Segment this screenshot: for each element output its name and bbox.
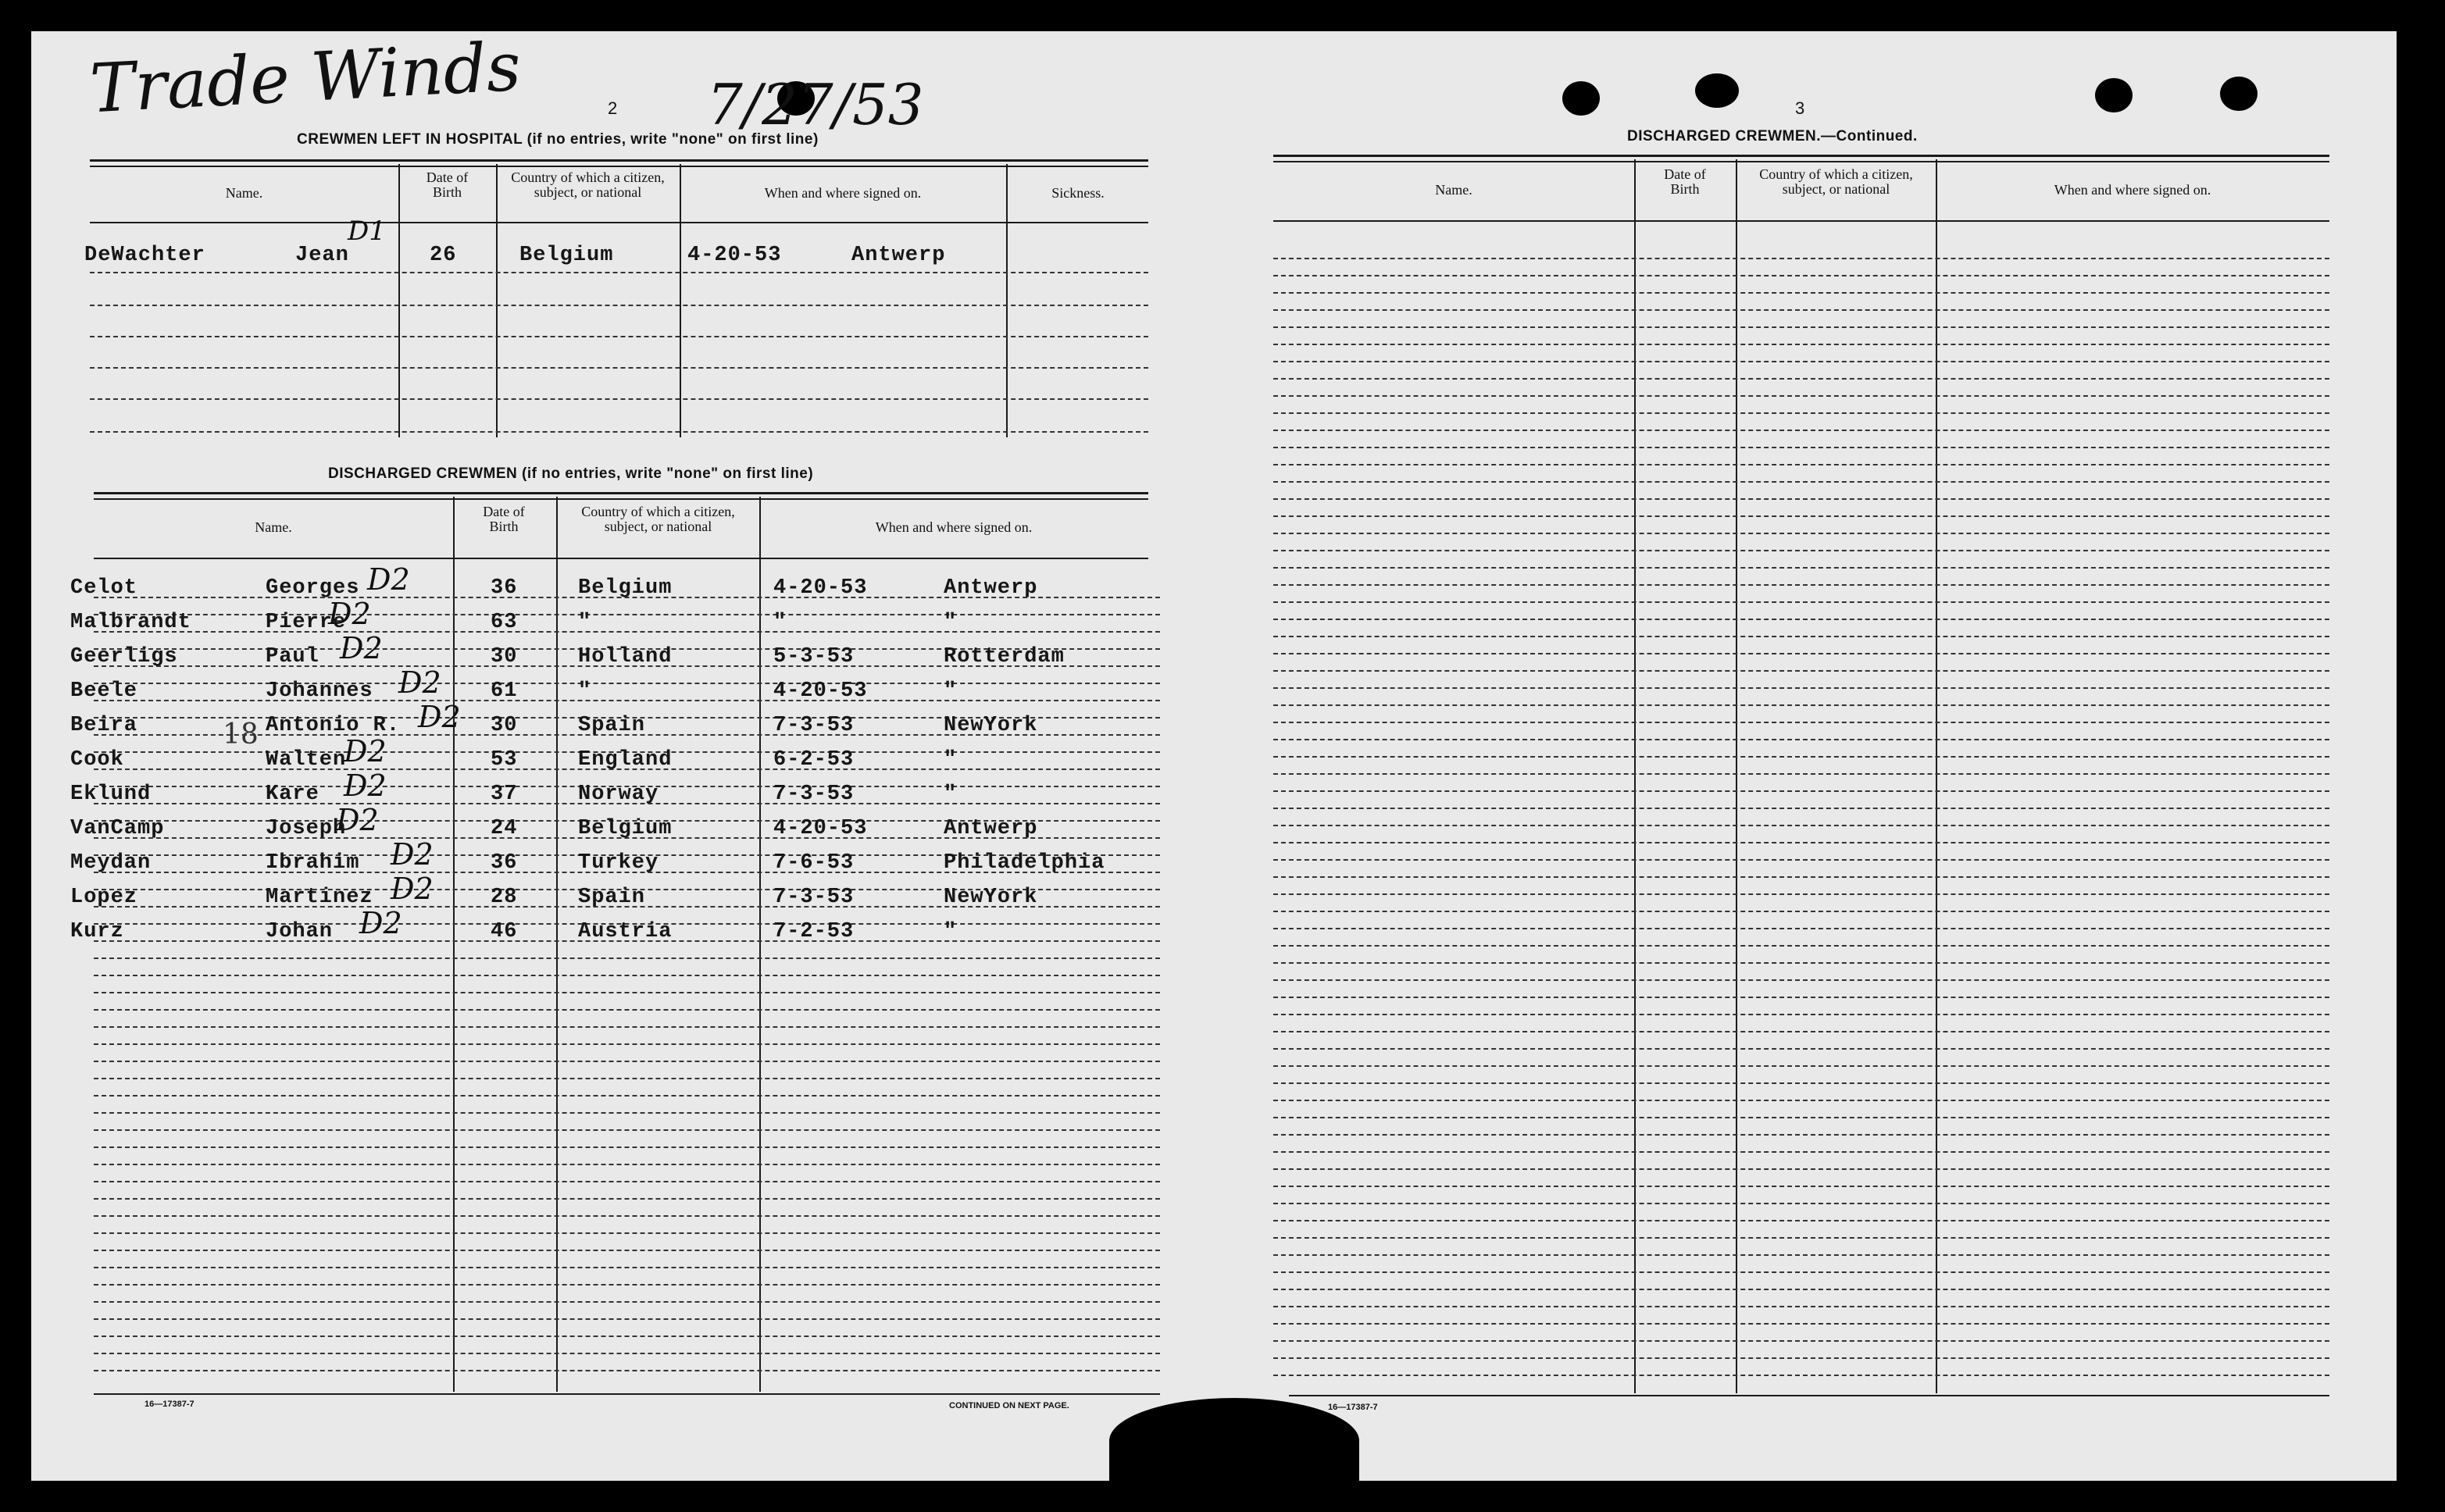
entry-line <box>1273 808 2329 809</box>
signed-place: Antwerp <box>944 576 1038 600</box>
hospital-place: Antwerp <box>851 244 946 267</box>
table-rule <box>1273 220 2329 222</box>
hospital-surname: DeWachter <box>84 244 205 267</box>
entry-line <box>94 1335 1160 1337</box>
discharged-section-title: DISCHARGED CREWMEN (if no entries, write "none" on first line) <box>328 465 814 482</box>
discharge-mark: D2 <box>344 734 387 768</box>
entry-line <box>1273 1082 2329 1084</box>
entry-line <box>90 398 1148 400</box>
country: " <box>578 679 592 703</box>
punch-hole <box>2220 77 2258 111</box>
form-number: 16—17387-7 <box>145 1400 195 1409</box>
surname: Beele <box>70 679 138 703</box>
header-signed: When and where signed on. <box>2054 182 2211 198</box>
header-sickness: Sickness. <box>1051 185 1105 201</box>
table-rule <box>94 1393 1160 1395</box>
signed-date: 7-2-53 <box>773 920 855 943</box>
dob: 63 <box>491 611 518 634</box>
entry-line <box>94 1181 1160 1182</box>
entry-line <box>90 336 1148 337</box>
country: England <box>578 748 673 772</box>
entry-line <box>1273 825 2329 826</box>
entry-line <box>1273 1168 2329 1170</box>
entry-line <box>1273 911 2329 912</box>
signed-date: " <box>773 611 787 634</box>
entry-line <box>1273 412 2329 414</box>
handwritten-date: 7/27/53 <box>707 72 924 137</box>
given-name: Georges <box>266 576 360 600</box>
entry-line <box>1273 567 2329 569</box>
entry-line <box>1273 928 2329 929</box>
signed-date: 7-3-53 <box>773 714 855 737</box>
signed-place: " <box>944 679 958 703</box>
entry-line <box>1273 687 2329 689</box>
discharge-mark: D2 <box>367 562 410 597</box>
hospital-given-name: Jean <box>295 244 349 267</box>
entry-line <box>1273 756 2329 758</box>
signed-date: 7-3-53 <box>773 886 855 909</box>
signed-date: 7-3-53 <box>773 783 855 806</box>
table-rule <box>94 498 1148 500</box>
entry-line <box>94 1250 1160 1251</box>
signed-place: " <box>944 783 958 806</box>
entry-line <box>1273 1031 2329 1032</box>
header-dob: Date of Birth <box>483 504 525 534</box>
entry-line <box>1273 1117 2329 1118</box>
entry-line <box>1273 515 2329 517</box>
dob: 46 <box>491 920 518 943</box>
dob: 53 <box>491 748 518 772</box>
surname: Meydan <box>70 851 152 875</box>
entry-line <box>94 1026 1160 1028</box>
country: Belgium <box>578 817 673 840</box>
entry-line <box>1273 275 2329 276</box>
entry-line <box>1273 344 2329 345</box>
entry-line <box>94 1129 1160 1131</box>
page-number: 2 <box>608 98 618 118</box>
entry-line <box>1273 309 2329 311</box>
dob: 24 <box>491 817 518 840</box>
signed-date: 7-6-53 <box>773 851 855 875</box>
entry-line <box>1273 395 2329 397</box>
discharge-mark: D2 <box>359 906 402 940</box>
entry-line <box>1273 1203 2329 1204</box>
entry-line <box>1273 962 2329 964</box>
table-rule <box>94 492 1148 494</box>
entry-line <box>1273 1323 2329 1325</box>
given-name: Johan <box>266 920 334 943</box>
entry-line <box>1273 722 2329 723</box>
continued-section-title: DISCHARGED CREWMEN.—Continued. <box>1627 128 1918 144</box>
table-rule <box>1273 161 2329 162</box>
handwritten-tally: 18 <box>223 719 259 751</box>
punch-hole <box>1695 73 1739 108</box>
hospital-section-title: CREWMEN LEFT IN HOSPITAL (if no entries, write "none" on first line) <box>297 131 819 148</box>
entry-line <box>1273 584 2329 586</box>
entry-line <box>1273 1186 2329 1187</box>
entry-line <box>1273 636 2329 637</box>
punch-hole <box>1562 81 1600 116</box>
surname: Geerligs <box>70 645 178 669</box>
table-rule <box>90 222 1148 223</box>
surname: Beira <box>70 714 138 737</box>
page-number: 3 <box>1795 98 1805 118</box>
signed-place: " <box>944 920 958 943</box>
given-name: Joseph <box>266 817 347 840</box>
surname: VanCamp <box>70 817 165 840</box>
discharge-mark: D2 <box>418 700 461 734</box>
entry-line <box>1273 945 2329 947</box>
entry-line <box>1273 1151 2329 1153</box>
entry-line <box>94 1043 1160 1045</box>
country: Belgium <box>578 576 673 600</box>
entry-line <box>1273 893 2329 895</box>
column-divider <box>680 164 681 437</box>
entry-line <box>1273 447 2329 448</box>
entry-line <box>1273 1271 2329 1273</box>
continued-note: CONTINUED ON NEXT PAGE. <box>949 1401 1069 1410</box>
entry-line <box>90 272 1148 273</box>
hospital-mark: D1 <box>348 216 386 247</box>
entry-line <box>1273 739 2329 740</box>
signed-date: 4-20-53 <box>773 679 868 703</box>
entry-line <box>94 1112 1160 1114</box>
entry-line <box>1273 1289 2329 1290</box>
entry-line <box>1273 790 2329 792</box>
entry-line <box>1273 619 2329 620</box>
entry-line <box>1273 1254 2329 1256</box>
entry-line <box>94 957 1160 959</box>
entry-line <box>94 1078 1160 1079</box>
signed-place: NewYork <box>944 886 1038 909</box>
surname: Lopez <box>70 886 138 909</box>
signed-place: NewYork <box>944 714 1038 737</box>
dob: 36 <box>491 576 518 600</box>
surname: Malbrandt <box>70 611 191 634</box>
entry-line <box>90 367 1148 369</box>
entry-line <box>94 1215 1160 1217</box>
discharge-mark: D2 <box>391 872 434 906</box>
header-country: Country of which a citizen, subject, or national <box>1759 166 1913 197</box>
entry-line <box>1273 533 2329 534</box>
entry-line <box>1273 1375 2329 1376</box>
dob: 30 <box>491 645 518 669</box>
given-name: Martinez <box>266 886 373 909</box>
entry-line <box>1273 842 2329 843</box>
given-name: Walten <box>266 748 347 772</box>
dob: 37 <box>491 783 518 806</box>
entry-line <box>94 992 1160 993</box>
entry-line <box>1273 326 2329 328</box>
entry-line <box>94 683 1160 684</box>
entry-line <box>1273 1100 2329 1101</box>
surname: Cook <box>70 748 124 772</box>
table-rule <box>90 159 1148 162</box>
entry-line <box>1273 258 2329 259</box>
column-divider <box>496 164 498 437</box>
signed-place: Philadelphia <box>944 851 1105 875</box>
form-number: 16—17387-7 <box>1328 1403 1378 1412</box>
country: Spain <box>578 886 646 909</box>
discharge-mark: D2 <box>344 768 387 803</box>
header-name: Name. <box>225 185 263 201</box>
dob: 61 <box>491 679 518 703</box>
header-signed: When and where signed on. <box>764 185 922 201</box>
entry-line <box>1273 464 2329 465</box>
given-name: Johannes <box>266 679 373 703</box>
entry-line <box>1273 430 2329 431</box>
given-name: Paul <box>266 645 319 669</box>
entry-line <box>94 1232 1160 1234</box>
header-signed: When and where signed on. <box>875 519 1033 535</box>
header-name: Name. <box>1435 182 1472 198</box>
entry-line <box>1273 876 2329 878</box>
punch-hole <box>2095 78 2133 112</box>
entry-line <box>1273 498 2329 500</box>
table-rule <box>1289 1395 2329 1396</box>
signed-date: 6-2-53 <box>773 748 855 772</box>
entry-line <box>94 1353 1160 1354</box>
surname: Eklund <box>70 783 152 806</box>
entry-line <box>1273 1134 2329 1136</box>
entry-line <box>94 1164 1160 1165</box>
entry-line <box>1273 997 2329 998</box>
discharge-mark: D2 <box>340 631 383 665</box>
signed-place: Antwerp <box>944 817 1038 840</box>
entry-line <box>90 305 1148 306</box>
entry-line <box>1273 1237 2329 1239</box>
signed-date: 4-20-53 <box>773 817 868 840</box>
header-dob: Date of Birth <box>1664 166 1706 197</box>
country: Turkey <box>578 851 659 875</box>
entry-line <box>94 975 1160 976</box>
entry-line <box>1273 550 2329 551</box>
given-name: Ibrahim <box>266 851 360 875</box>
given-name: Kare <box>266 783 319 806</box>
entry-line <box>94 1095 1160 1097</box>
entry-line <box>1273 1357 2329 1359</box>
entry-line <box>1273 653 2329 654</box>
entry-line <box>94 1061 1160 1062</box>
handwritten-ship-name: Trade Winds <box>87 27 523 129</box>
entry-line <box>1273 670 2329 672</box>
header-country: Country of which a citizen, subject, or national <box>581 504 735 534</box>
surname: Kurz <box>70 920 124 943</box>
dob: 30 <box>491 714 518 737</box>
entry-line <box>1273 1014 2329 1015</box>
country: Holland <box>578 645 673 669</box>
entry-line <box>1273 481 2329 483</box>
entry-line <box>94 1009 1160 1011</box>
entry-line <box>94 1370 1160 1371</box>
header-name: Name. <box>255 519 292 535</box>
dob: 36 <box>491 851 518 875</box>
table-rule <box>94 558 1148 559</box>
entry-line <box>1273 378 2329 380</box>
header-dob: Date of Birth <box>426 169 469 200</box>
entry-line <box>94 1146 1160 1148</box>
discharge-mark: D2 <box>328 597 371 631</box>
country: " <box>578 611 592 634</box>
entry-line <box>1273 292 2329 294</box>
entry-line <box>94 700 1160 701</box>
signed-place: Rotterdam <box>944 645 1065 669</box>
entry-line <box>1273 361 2329 362</box>
given-name: Antonio R. <box>266 714 401 737</box>
entry-line <box>1273 704 2329 706</box>
dob: 28 <box>491 886 518 909</box>
entry-line <box>94 1267 1160 1268</box>
entry-line <box>1273 773 2329 775</box>
entry-line <box>90 431 1148 433</box>
column-divider <box>398 164 400 437</box>
header-country: Country of which a citizen, subject, or national <box>511 169 665 200</box>
entry-line <box>94 614 1160 615</box>
country: Spain <box>578 714 646 737</box>
surname: Celot <box>70 576 138 600</box>
entry-line <box>1273 1306 2329 1307</box>
discharge-mark: D2 <box>391 837 434 872</box>
entry-line <box>1273 859 2329 861</box>
signed-place: " <box>944 611 958 634</box>
hospital-dob: 26 <box>430 244 457 267</box>
torn-edge <box>1109 1398 1359 1484</box>
entry-line <box>94 631 1160 633</box>
table-rule <box>1273 155 2329 157</box>
hospital-country: Belgium <box>519 244 614 267</box>
entry-line <box>1273 979 2329 981</box>
entry-line <box>94 1198 1160 1200</box>
entry-line <box>1273 601 2329 603</box>
discharge-mark: D2 <box>398 665 441 700</box>
country: Norway <box>578 783 659 806</box>
column-divider <box>1006 164 1008 437</box>
signed-date: 4-20-53 <box>773 576 868 600</box>
entry-line <box>94 1318 1160 1320</box>
hospital-date: 4-20-53 <box>687 244 782 267</box>
table-rule <box>90 166 1148 167</box>
entry-line <box>94 1301 1160 1303</box>
entry-line <box>1273 1048 2329 1050</box>
given-name: Pierre <box>266 611 347 634</box>
entry-line <box>1273 1340 2329 1342</box>
entry-line <box>1273 1220 2329 1221</box>
signed-date: 5-3-53 <box>773 645 855 669</box>
entry-line <box>94 1284 1160 1286</box>
entry-line <box>1273 1065 2329 1067</box>
signed-place: " <box>944 748 958 772</box>
discharge-mark: D2 <box>336 803 379 837</box>
country: Austria <box>578 920 673 943</box>
